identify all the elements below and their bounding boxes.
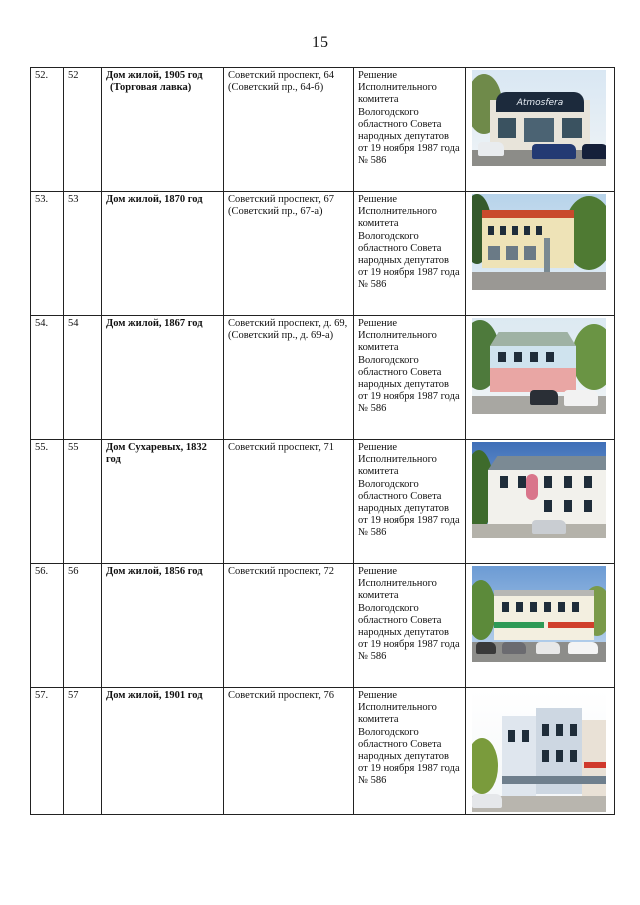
address: Советский проспект, 72 [228, 566, 334, 577]
photo-cell [466, 68, 615, 192]
address: Советский проспект, д. 69, [228, 318, 348, 329]
building-photo [472, 442, 606, 538]
address-note: (Советский пр., д. 69-а) [228, 330, 334, 342]
address: Советский проспект, 71 [228, 442, 334, 453]
building-photo [472, 194, 606, 290]
photo-cell [466, 688, 615, 815]
photo-cell [466, 440, 615, 564]
address: Советский проспект, 64 [228, 70, 334, 81]
object-name-note: (Торговая лавка) [110, 82, 192, 94]
table-row [31, 68, 615, 192]
object-name-cell [102, 440, 224, 564]
building-photo [472, 70, 606, 166]
table-row [31, 688, 615, 815]
address-cell [224, 688, 354, 815]
building-photo [472, 318, 606, 414]
photo-cell [466, 192, 615, 316]
object-number: 56 [64, 564, 102, 688]
page-number: 15 [312, 34, 328, 51]
object-name-cell [102, 316, 224, 440]
table-row [31, 440, 615, 564]
address: Советский проспект, 67 [228, 194, 334, 205]
document-cell: Решение Исполнительного комитета Вологодского областного Совета народных депутатов от 19 ноября 1987 года № 586 [354, 68, 466, 192]
table-row [31, 316, 615, 440]
object-name: Дом жилой, 1905 год [106, 70, 203, 81]
photo-sign: Atmosfera [516, 98, 564, 108]
object-name: Дом Сухаревых, 1832 год [106, 442, 207, 466]
object-name-cell [102, 688, 224, 815]
address-cell [224, 68, 354, 192]
row-number: 56. [31, 564, 64, 688]
heritage-registry-table [30, 67, 615, 815]
row-number: 55. [31, 440, 64, 564]
row-number: 52. [31, 68, 64, 192]
object-name: Дом жилой, 1901 год [106, 690, 203, 701]
object-name-cell [102, 192, 224, 316]
photo-cell [466, 564, 615, 688]
address-cell [224, 440, 354, 564]
object-name-cell [102, 564, 224, 688]
object-number: 54 [64, 316, 102, 440]
document-cell: Решение Исполнительного комитета Вологодского областного Совета народных депутатов от 19 ноября 1987 года № 586 [354, 688, 466, 815]
document-cell: Решение Исполнительного комитета Вологодского областного Совета народных депутатов от 19 ноября 1987 года № 586 [354, 564, 466, 688]
row-number: 53. [31, 192, 64, 316]
address-note: (Советский пр., 67-а) [228, 206, 323, 218]
object-number: 55 [64, 440, 102, 564]
row-number: 54. [31, 316, 64, 440]
document-cell: Решение Исполнительного комитета Вологодского областного Совета народных депутатов от 19 ноября 1987 года № 586 [354, 316, 466, 440]
object-name-cell [102, 68, 224, 192]
address-note: (Советский пр., 64-б) [228, 82, 324, 94]
object-name: Дом жилой, 1870 год [106, 194, 203, 205]
document-cell: Решение Исполнительного комитета Вологодского областного Совета народных депутатов от 19 ноября 1987 года № 586 [354, 192, 466, 316]
address-cell [224, 564, 354, 688]
row-number: 57. [31, 688, 64, 815]
table-row [31, 192, 615, 316]
object-number: 53 [64, 192, 102, 316]
object-name: Дом жилой, 1867 год [106, 318, 203, 329]
object-number: 57 [64, 688, 102, 815]
object-name: Дом жилой, 1856 год [106, 566, 203, 577]
address-cell [224, 316, 354, 440]
object-number: 52 [64, 68, 102, 192]
document-cell: Решение Исполнительного комитета Вологодского областного Совета народных депутатов от 19 ноября 1987 года № 586 [354, 440, 466, 564]
address: Советский проспект, 76 [228, 690, 334, 701]
building-photo [472, 690, 606, 812]
building-photo [472, 566, 606, 662]
photo-cell [466, 316, 615, 440]
table-row [31, 564, 615, 688]
address-cell [224, 192, 354, 316]
